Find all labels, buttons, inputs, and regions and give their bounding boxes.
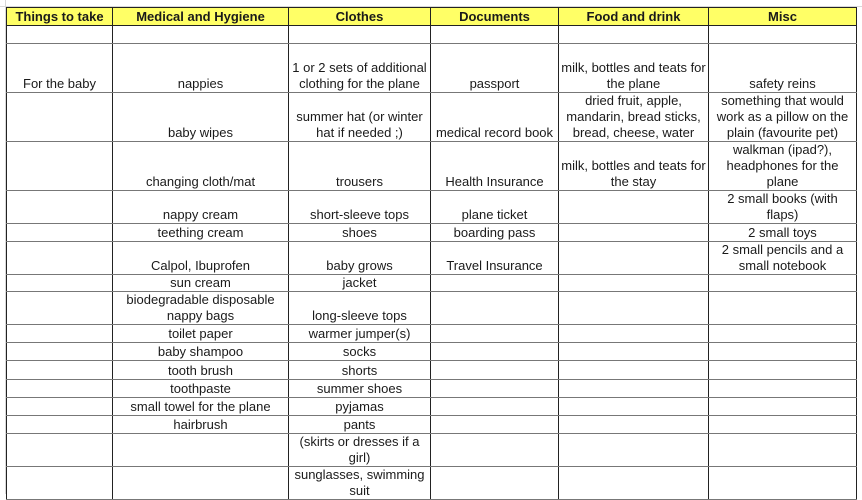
- cell[interactable]: biodegradable disposable nappy bags: [113, 292, 289, 325]
- header-misc[interactable]: Misc: [709, 8, 857, 26]
- cell[interactable]: boarding pass: [431, 224, 559, 242]
- cell[interactable]: [7, 398, 113, 416]
- cell[interactable]: [559, 434, 709, 467]
- cell[interactable]: [559, 275, 709, 292]
- table-row: [7, 380, 857, 398]
- cell[interactable]: nappies: [113, 44, 289, 93]
- cell[interactable]: milk, bottles and teats for the stay: [559, 142, 709, 191]
- cell[interactable]: socks: [289, 343, 431, 361]
- cell[interactable]: toothpaste: [113, 380, 289, 398]
- cell[interactable]: [559, 325, 709, 343]
- cell[interactable]: [431, 26, 559, 44]
- cell[interactable]: something that would work as a pillow on the plain (favourite pet): [709, 93, 857, 142]
- cell[interactable]: [431, 325, 559, 343]
- cell[interactable]: teething cream: [113, 224, 289, 242]
- cell[interactable]: [7, 224, 113, 242]
- table-row: [7, 416, 857, 434]
- table-row: [7, 191, 857, 224]
- cell[interactable]: [709, 292, 857, 325]
- cell[interactable]: For the baby: [7, 44, 113, 93]
- cell[interactable]: pyjamas: [289, 398, 431, 416]
- cell[interactable]: [559, 242, 709, 275]
- cell[interactable]: jacket: [289, 275, 431, 292]
- table-row: [7, 242, 857, 275]
- table-row: [7, 467, 857, 500]
- header-documents[interactable]: Documents: [431, 8, 559, 26]
- cell[interactable]: [431, 361, 559, 380]
- cell[interactable]: [431, 292, 559, 325]
- header-row: [7, 8, 857, 26]
- cell[interactable]: 2 small pencils and a small notebook: [709, 242, 857, 275]
- cell[interactable]: [709, 343, 857, 361]
- header-food-drink[interactable]: Food and drink: [559, 8, 709, 26]
- table-row: [7, 224, 857, 242]
- table-row: [7, 398, 857, 416]
- table-row: [7, 343, 857, 361]
- table-row: [7, 93, 857, 142]
- cell[interactable]: baby grows: [289, 242, 431, 275]
- cell[interactable]: nappy cream: [113, 191, 289, 224]
- cell[interactable]: [7, 142, 113, 191]
- cell[interactable]: [559, 26, 709, 44]
- table-row: [7, 434, 857, 467]
- cell[interactable]: [559, 467, 709, 500]
- cell[interactable]: shoes: [289, 224, 431, 242]
- cell[interactable]: Travel Insurance: [431, 242, 559, 275]
- cell[interactable]: [7, 467, 113, 500]
- cell[interactable]: [709, 467, 857, 500]
- cell[interactable]: [113, 26, 289, 44]
- cell[interactable]: passport: [431, 44, 559, 93]
- cell[interactable]: [709, 361, 857, 380]
- table-row: [7, 275, 857, 292]
- cell[interactable]: hairbrush: [113, 416, 289, 434]
- cell[interactable]: dried fruit, apple, mandarin, bread sticks, bread, cheese, water: [559, 93, 709, 142]
- cell[interactable]: [559, 224, 709, 242]
- cell[interactable]: [709, 26, 857, 44]
- cell[interactable]: 2 small toys: [709, 224, 857, 242]
- cell[interactable]: [113, 434, 289, 467]
- cell[interactable]: [709, 434, 857, 467]
- cell[interactable]: [7, 434, 113, 467]
- cell[interactable]: short-sleeve tops: [289, 191, 431, 224]
- cell[interactable]: [7, 292, 113, 325]
- cell[interactable]: [431, 343, 559, 361]
- table-row: [7, 292, 857, 325]
- cell[interactable]: [289, 26, 431, 44]
- cell[interactable]: shorts: [289, 361, 431, 380]
- cell[interactable]: trousers: [289, 142, 431, 191]
- cell[interactable]: [7, 325, 113, 343]
- cell[interactable]: [559, 398, 709, 416]
- cell[interactable]: Health Insurance: [431, 142, 559, 191]
- cell[interactable]: long-sleeve tops: [289, 292, 431, 325]
- table-row: [7, 44, 857, 93]
- cell[interactable]: [113, 467, 289, 500]
- cell[interactable]: summer shoes: [289, 380, 431, 398]
- cell[interactable]: pants: [289, 416, 431, 434]
- cell[interactable]: [559, 416, 709, 434]
- cell[interactable]: [7, 416, 113, 434]
- cell[interactable]: 2 small books (with flaps): [709, 191, 857, 224]
- cell[interactable]: [559, 343, 709, 361]
- cell[interactable]: toilet paper: [113, 325, 289, 343]
- cell[interactable]: [431, 380, 559, 398]
- cell[interactable]: [431, 416, 559, 434]
- cell[interactable]: (skirts or dresses if a girl): [289, 434, 431, 467]
- cell[interactable]: tooth brush: [113, 361, 289, 380]
- table-row: [7, 325, 857, 343]
- cell[interactable]: 1 or 2 sets of additional clothing for the plane: [289, 44, 431, 93]
- cell[interactable]: safety reins: [709, 44, 857, 93]
- cell[interactable]: [7, 93, 113, 142]
- cell[interactable]: baby wipes: [113, 93, 289, 142]
- cell[interactable]: [7, 26, 113, 44]
- cell[interactable]: [709, 398, 857, 416]
- cell[interactable]: plane ticket: [431, 191, 559, 224]
- cell[interactable]: [7, 275, 113, 292]
- cell[interactable]: [559, 292, 709, 325]
- table-row: [7, 142, 857, 191]
- cell[interactable]: milk, bottles and teats for the plane: [559, 44, 709, 93]
- cell[interactable]: [431, 398, 559, 416]
- cell[interactable]: summer hat (or winter hat if needed ;): [289, 93, 431, 142]
- cell[interactable]: [431, 467, 559, 500]
- cell[interactable]: [559, 380, 709, 398]
- cell[interactable]: [7, 380, 113, 398]
- packing-list-table: [6, 7, 857, 500]
- cell[interactable]: changing cloth/mat: [113, 142, 289, 191]
- cell[interactable]: small towel for the plane: [113, 398, 289, 416]
- header-medical-hygiene[interactable]: Medical and Hygiene: [113, 8, 289, 26]
- cell[interactable]: [7, 242, 113, 275]
- cell[interactable]: [7, 361, 113, 380]
- cell[interactable]: [709, 275, 857, 292]
- header-clothes[interactable]: Clothes: [289, 8, 431, 26]
- cell[interactable]: [559, 361, 709, 380]
- cell[interactable]: warmer jumper(s): [289, 325, 431, 343]
- table-row: [7, 361, 857, 380]
- cell[interactable]: Calpol, Ibuprofen: [113, 242, 289, 275]
- cell[interactable]: [709, 416, 857, 434]
- cell[interactable]: sun cream: [113, 275, 289, 292]
- table-row: [7, 26, 857, 44]
- cell[interactable]: [431, 275, 559, 292]
- cell[interactable]: [709, 325, 857, 343]
- cell[interactable]: baby shampoo: [113, 343, 289, 361]
- cell[interactable]: walkman (ipad?), headphones for the plane: [709, 142, 857, 191]
- cell[interactable]: medical record book: [431, 93, 559, 142]
- cell[interactable]: [7, 191, 113, 224]
- cell[interactable]: [431, 434, 559, 467]
- cell[interactable]: [7, 343, 113, 361]
- cell[interactable]: sunglasses, swimming suit: [289, 467, 431, 500]
- header-things-to-take[interactable]: Things to take: [7, 8, 113, 26]
- cell[interactable]: [709, 380, 857, 398]
- cell[interactable]: [559, 191, 709, 224]
